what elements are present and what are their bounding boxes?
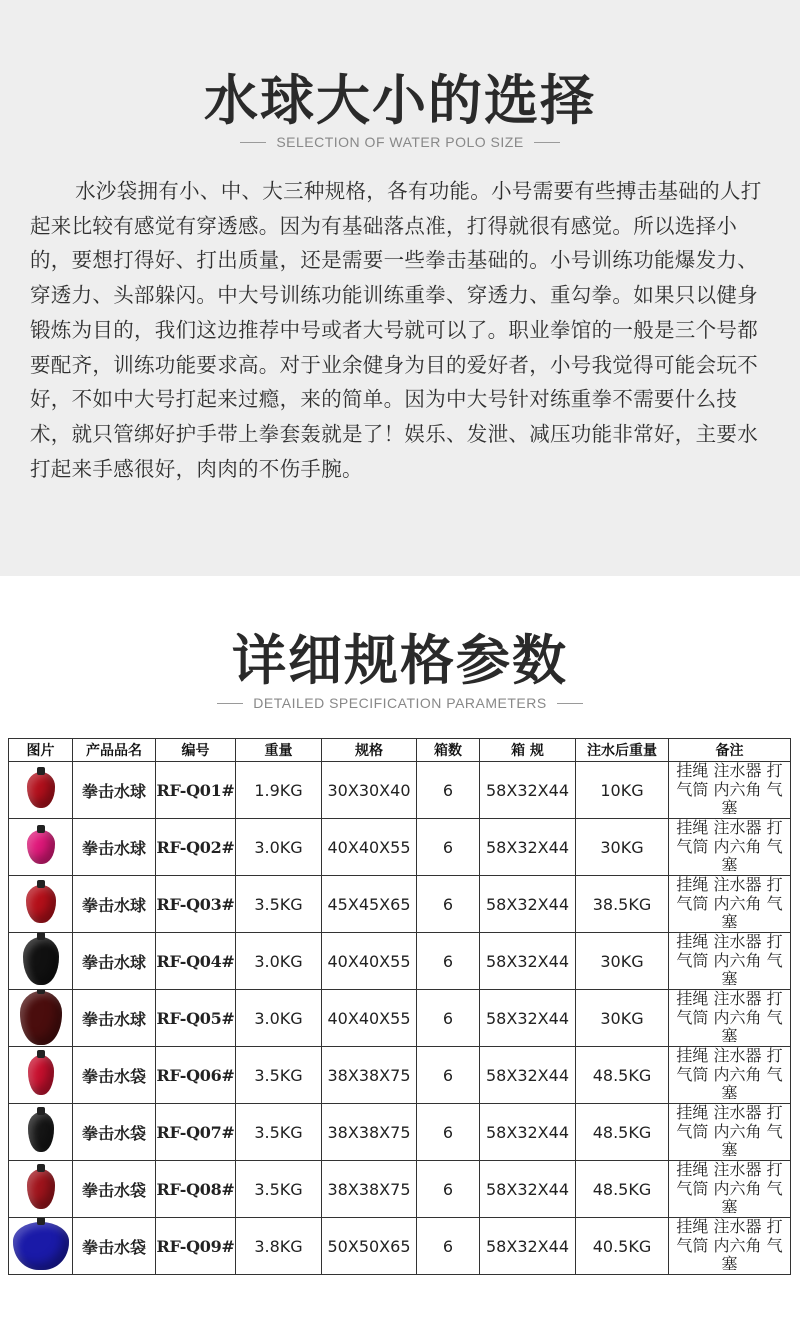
product-weight: 3.5KG bbox=[236, 1161, 322, 1218]
product-note: 挂绳 注水器 打气筒 内六角 气塞 bbox=[669, 819, 791, 876]
carton-size: 58X32X44 bbox=[480, 1161, 576, 1218]
section-subtitle-row bbox=[0, 134, 800, 150]
product-weight: 3.5KG bbox=[236, 876, 322, 933]
product-size: 30X30X40 bbox=[322, 762, 417, 819]
box-count: 6 bbox=[417, 762, 480, 819]
product-note: 挂绳 注水器 打气筒 内六角 气塞 bbox=[669, 1047, 791, 1104]
spec-subtitle-row bbox=[0, 695, 800, 711]
table-row bbox=[9, 1161, 791, 1218]
carton-size: 58X32X44 bbox=[480, 990, 576, 1047]
spec-subtitle: DETAILED SPECIFICATION PARAMETERS bbox=[253, 695, 547, 711]
table-body bbox=[9, 762, 791, 1275]
filled-weight: 30KG bbox=[576, 819, 669, 876]
filled-weight: 30KG bbox=[576, 933, 669, 990]
section-title: 水球大小的选择 bbox=[204, 69, 596, 132]
filled-weight: 48.5KG bbox=[576, 1104, 669, 1161]
divider-line bbox=[534, 142, 560, 143]
product-code: RF-Q05# bbox=[156, 990, 236, 1047]
filled-weight: 48.5KG bbox=[576, 1161, 669, 1218]
product-code: RF-Q03# bbox=[156, 876, 236, 933]
product-image bbox=[27, 830, 55, 864]
product-name: 拳击水球 bbox=[73, 762, 156, 819]
carton-size: 58X32X44 bbox=[480, 933, 576, 990]
filled-weight: 10KG bbox=[576, 762, 669, 819]
product-size: 40X40X55 bbox=[322, 990, 417, 1047]
table-row bbox=[9, 1218, 791, 1275]
product-image-cell bbox=[9, 990, 73, 1047]
carton-size: 58X32X44 bbox=[480, 819, 576, 876]
product-image-cell bbox=[9, 876, 73, 933]
spec-table bbox=[8, 738, 791, 1275]
intro-paragraph: 水沙袋拥有小、中、大三种规格，各有功能。小号需要有些搏击基础的人打起来比较有感觉有穿透感。因为有基础落点准，打得就很有感觉。所以选择小的，要想打得好、打出质量，还是需要一些拳击基础的。小号训练功能爆发力、穿透力、头部躲闪。中大号训练功能训练重拳、穿透力、重勾拳。如果只以健身锻炼为目的，我们这边推荐中号或者大号就可以了。职业拳馆的一般是三个号都要配齐，训练功能要求高。对于业余健身为目的爱好者，小号我觉得可能会玩不好，不如中大号打起来过瘾，来的简单。因为中大号针对练重拳不需要什么技术，就只管绑好护手带上拳套轰就是了！娱乐、发泄、减压功能非常好，主要水打起来手感很好，肉肉的不伤手腕。 bbox=[30, 179, 762, 481]
product-image bbox=[28, 1112, 54, 1152]
header-carton-size: 箱 规 bbox=[480, 739, 576, 762]
product-note: 挂绳 注水器 打气筒 内六角 气塞 bbox=[669, 1161, 791, 1218]
header-size: 规格 bbox=[322, 739, 417, 762]
box-count: 6 bbox=[417, 1218, 480, 1275]
box-count: 6 bbox=[417, 819, 480, 876]
product-note: 挂绳 注水器 打气筒 内六角 气塞 bbox=[669, 762, 791, 819]
product-weight: 3.5KG bbox=[236, 1047, 322, 1104]
product-name: 拳击水球 bbox=[73, 819, 156, 876]
divider-line bbox=[240, 142, 266, 143]
product-size: 38X38X75 bbox=[322, 1047, 417, 1104]
product-weight: 3.5KG bbox=[236, 1104, 322, 1161]
product-code: RF-Q01# bbox=[156, 762, 236, 819]
box-count: 6 bbox=[417, 876, 480, 933]
product-image bbox=[20, 991, 62, 1045]
carton-size: 58X32X44 bbox=[480, 1047, 576, 1104]
header-code: 编号 bbox=[156, 739, 236, 762]
section-subtitle: SELECTION OF WATER POLO SIZE bbox=[276, 134, 524, 150]
product-note: 挂绳 注水器 打气筒 内六角 气塞 bbox=[669, 876, 791, 933]
product-name: 拳击水袋 bbox=[73, 1161, 156, 1218]
table-row bbox=[9, 1047, 791, 1104]
product-code: RF-Q08# bbox=[156, 1161, 236, 1218]
box-count: 6 bbox=[417, 990, 480, 1047]
product-weight: 3.0KG bbox=[236, 933, 322, 990]
header-weight: 重量 bbox=[236, 739, 322, 762]
product-weight: 3.0KG bbox=[236, 990, 322, 1047]
product-code: RF-Q09# bbox=[156, 1218, 236, 1275]
spec-title: 详细规格参数 bbox=[232, 629, 568, 692]
product-code: RF-Q06# bbox=[156, 1047, 236, 1104]
product-image-cell bbox=[9, 933, 73, 990]
table-row bbox=[9, 933, 791, 990]
product-image bbox=[27, 1169, 55, 1209]
product-image bbox=[23, 937, 59, 985]
product-weight: 3.0KG bbox=[236, 819, 322, 876]
product-name: 拳击水袋 bbox=[73, 1104, 156, 1161]
product-size: 38X38X75 bbox=[322, 1104, 417, 1161]
product-size: 40X40X55 bbox=[322, 933, 417, 990]
product-image-cell bbox=[9, 819, 73, 876]
carton-size: 58X32X44 bbox=[480, 1104, 576, 1161]
product-image-cell bbox=[9, 1218, 73, 1275]
carton-size: 58X32X44 bbox=[480, 762, 576, 819]
product-code: RF-Q07# bbox=[156, 1104, 236, 1161]
product-image bbox=[27, 772, 55, 808]
product-image bbox=[28, 1055, 54, 1095]
product-size: 45X45X65 bbox=[322, 876, 417, 933]
header-image: 图片 bbox=[9, 739, 73, 762]
table-row bbox=[9, 876, 791, 933]
product-name: 拳击水袋 bbox=[73, 1047, 156, 1104]
product-name: 拳击水球 bbox=[73, 933, 156, 990]
product-image-cell bbox=[9, 762, 73, 819]
box-count: 6 bbox=[417, 933, 480, 990]
carton-size: 58X32X44 bbox=[480, 1218, 576, 1275]
product-image-cell bbox=[9, 1161, 73, 1218]
table-row bbox=[9, 1104, 791, 1161]
product-image-cell bbox=[9, 1047, 73, 1104]
product-size: 50X50X65 bbox=[322, 1218, 417, 1275]
filled-weight: 38.5KG bbox=[576, 876, 669, 933]
filled-weight: 30KG bbox=[576, 990, 669, 1047]
table-row bbox=[9, 990, 791, 1047]
header-notes: 备注 bbox=[669, 739, 791, 762]
product-image bbox=[13, 1222, 69, 1270]
table-header-row bbox=[9, 739, 791, 762]
box-count: 6 bbox=[417, 1104, 480, 1161]
product-size: 40X40X55 bbox=[322, 819, 417, 876]
intro-section bbox=[0, 0, 800, 576]
box-count: 6 bbox=[417, 1161, 480, 1218]
product-note: 挂绳 注水器 打气筒 内六角 气塞 bbox=[669, 933, 791, 990]
table-row bbox=[9, 819, 791, 876]
product-name: 拳击水袋 bbox=[73, 1218, 156, 1275]
filled-weight: 40.5KG bbox=[576, 1218, 669, 1275]
header-filled-weight: 注水后重量 bbox=[576, 739, 669, 762]
box-count: 6 bbox=[417, 1047, 480, 1104]
product-note: 挂绳 注水器 打气筒 内六角 气塞 bbox=[669, 1104, 791, 1161]
header-product-name: 产品品名 bbox=[73, 739, 156, 762]
product-note: 挂绳 注水器 打气筒 内六角 气塞 bbox=[669, 1218, 791, 1275]
filled-weight: 48.5KG bbox=[576, 1047, 669, 1104]
product-name: 拳击水球 bbox=[73, 876, 156, 933]
product-image-cell bbox=[9, 1104, 73, 1161]
product-code: RF-Q04# bbox=[156, 933, 236, 990]
product-size: 38X38X75 bbox=[322, 1161, 417, 1218]
divider-line bbox=[217, 703, 243, 704]
carton-size: 58X32X44 bbox=[480, 876, 576, 933]
product-note: 挂绳 注水器 打气筒 内六角 气塞 bbox=[669, 990, 791, 1047]
product-weight: 1.9KG bbox=[236, 762, 322, 819]
header-box-count: 箱数 bbox=[417, 739, 480, 762]
product-image bbox=[26, 885, 56, 923]
product-name: 拳击水球 bbox=[73, 990, 156, 1047]
divider-line bbox=[557, 703, 583, 704]
product-code: RF-Q02# bbox=[156, 819, 236, 876]
product-weight: 3.8KG bbox=[236, 1218, 322, 1275]
table-row bbox=[9, 762, 791, 819]
